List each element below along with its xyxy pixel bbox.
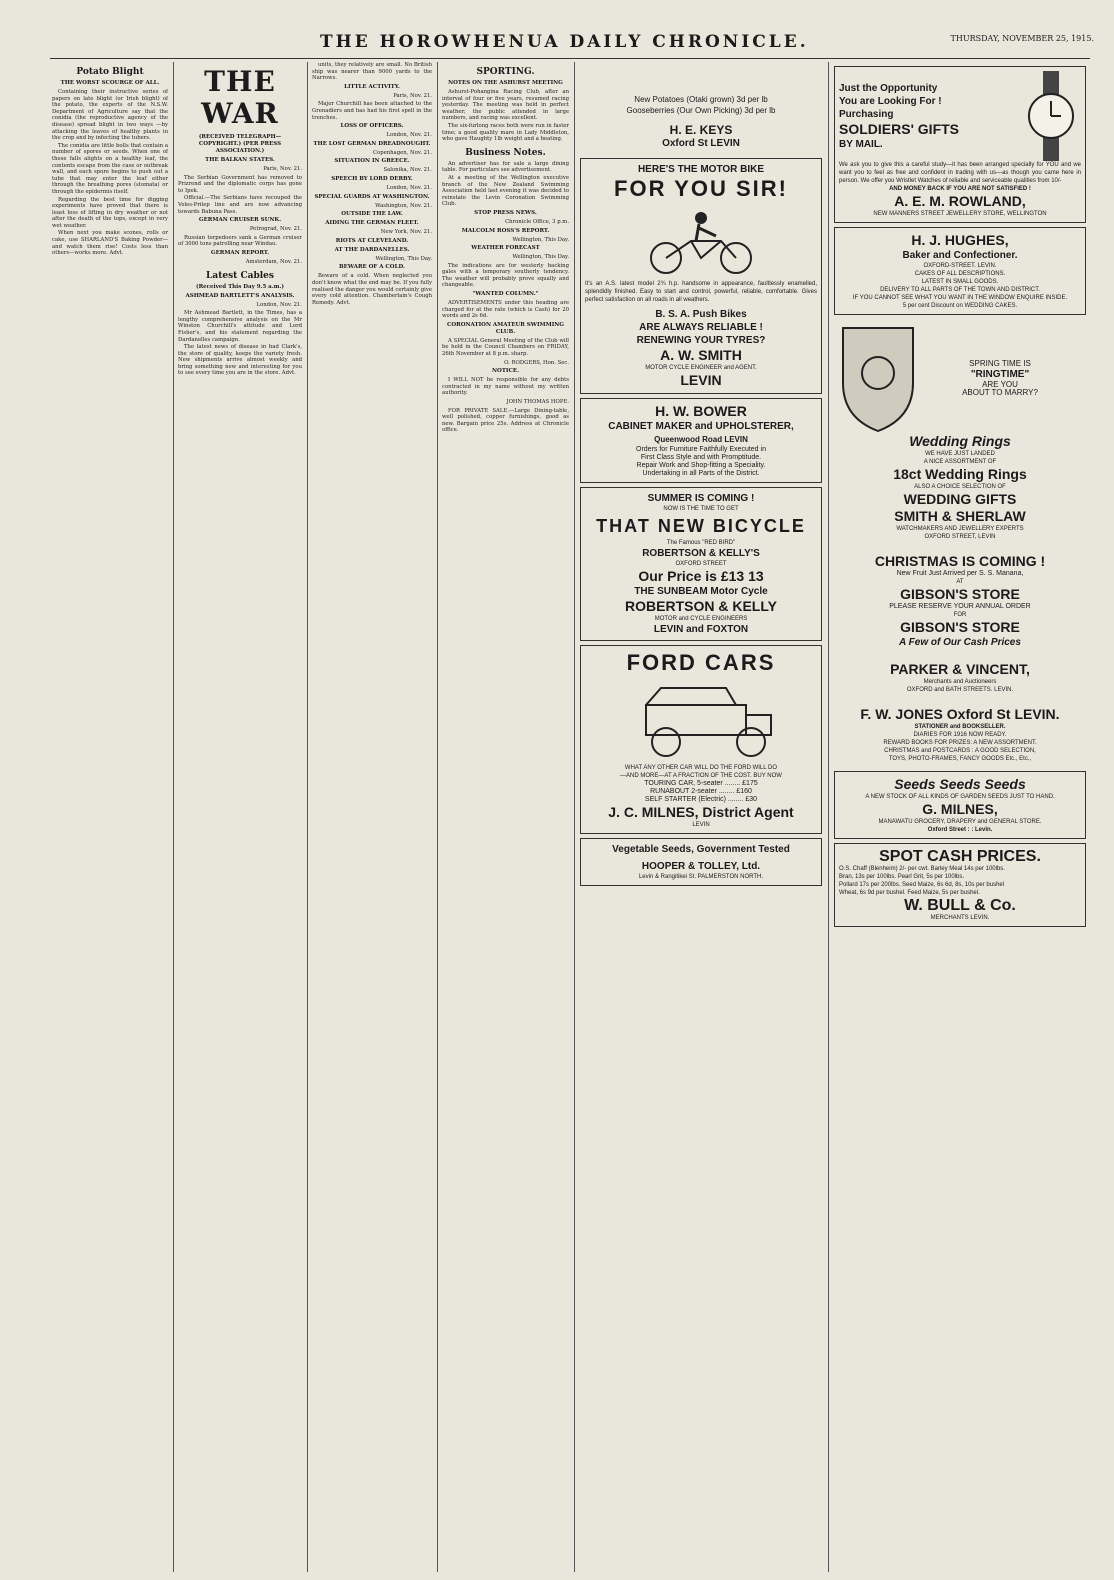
ad-line: WE HAVE JUST LANDED	[925, 451, 995, 457]
ad-price-line: O.S. Chaff (Blenheim) 2/- per cwt. Barley Meal 14s per 100lbs.	[839, 866, 1005, 872]
ad-line: SPRING TIME IS	[969, 358, 1031, 368]
classified-text: I WILL NOT be responsible for any debts contracted in my name without my written authority.	[442, 377, 569, 397]
ad-line: IF YOU CANNOT SEE WHAT YOU WANT IN THE WINDOW ENQUIRE INSIDE.	[852, 295, 1068, 301]
section-heading: MALCOLM ROSS'S REPORT.	[461, 227, 550, 234]
ad-headline: Seeds Seeds Seeds	[894, 776, 1026, 792]
classified-text: FOR PRIVATE SALE.—Large Dining-table, well polished, copper furnishings, good as new. Bargain price 25s. Address at Chronicle office.	[442, 407, 569, 434]
ad-business-name: J. C. MILNES, District Agent	[608, 804, 794, 820]
paragraph: The Serbian Government has removed to Prizrend and the diplomatic corps has gone to Ipek.	[178, 174, 302, 194]
ad-line: WATCHMAKERS AND JEWELLERY EXPERTS	[896, 526, 1024, 532]
ad-business-name: A. W. SMITH	[660, 347, 742, 363]
paragraph: Official.—The Serbians have recouped the Veles-Prilep line and are now advancing towards Babuna Pass.	[178, 195, 302, 215]
dateline: Paris, Nov. 21.	[393, 92, 432, 99]
soldiers-gifts-advertisement	[834, 66, 1086, 223]
ad-headline: WEDDING GIFTS	[903, 491, 1017, 507]
ad-line: MANAWATU GROCERY, DRAPERY and GENERAL STORE.	[878, 819, 1042, 825]
paragraph: The indications are for westerly backing gales with a temporary southerly tendency. The weather will probably prove squally and changeable.	[442, 262, 569, 289]
ad-line: LATEST IN SMALL GOODS.	[921, 279, 999, 285]
paragraph: Mr Ashmead Bartlett, in the Times, has a lengthy comprehensive analysis on the Mr Winston Churchill's attitude and Lord Fisher's, and his statement regarding the Dardanelles campaign.	[178, 310, 302, 343]
ad-business-name: H. W. BOWER	[655, 403, 747, 419]
ad-headline: FOR YOU SIR!	[614, 176, 788, 201]
paragraph: units, they relatively are small. No British ship was nearer than 9000 yards to the Narrows.	[312, 62, 432, 82]
ad-line: DELIVERY TO ALL PARTS OF THE TOWN AND DISTRICT.	[880, 287, 1040, 293]
column-divider	[173, 62, 174, 1572]
ad-price-line: Wheat, 6s 9d per bushel. Feed Maize, 5s per bushel.	[839, 890, 980, 896]
ad-headline: THE SUNBEAM Motor Cycle	[634, 586, 768, 597]
dateline: Copenhagen, Nov. 21.	[372, 149, 432, 156]
ad-address: Queenwood Road LEVIN	[654, 435, 748, 444]
signature: JOHN THOMAS HOPE.	[506, 399, 569, 405]
milnes-seeds-advertisement	[834, 771, 1086, 839]
signature: O. RODGERS, Hon. Sec.	[504, 359, 569, 366]
bower-advertisement	[580, 398, 822, 483]
ad-line: REWARD BOOKS FOR PRIZES: A NEW ASSORTMENT.	[883, 740, 1037, 746]
motor-bike-advertisement	[580, 158, 822, 394]
advertisement-text: Beware of a cold. When neglected you don't know what the end may be. If you fully realised the danger you would certainly give every cold attention. Chamberlain's Cough Remedy. Advt.	[312, 273, 432, 306]
ad-line: STATIONER and BOOKSELLER.	[914, 724, 1006, 730]
ad-line: FOR	[953, 612, 967, 618]
advertisement-text: When next you make scones, rolls or cake, use SHARLAND'S Baking Powder—and watch them rise! Costs less than others—works more. Advt.	[52, 230, 168, 257]
column-divider	[828, 62, 829, 1572]
ad-line: Repair Work and Shop-fitting a Speciality.	[636, 462, 766, 469]
ad-header-row	[839, 71, 1081, 161]
column-advertisements-right	[832, 62, 1088, 1572]
ad-line: MERCHANTS LEVIN.	[930, 915, 990, 921]
dateline: Salonika, Nov. 21.	[383, 167, 432, 174]
ad-line: WHAT ANY OTHER CAR WILL DO THE FORD WILL DO	[624, 765, 778, 771]
section-heading: OUTSIDE THE LAW.	[341, 211, 403, 218]
ad-line: AND MONEY BACK IF YOU ARE NOT SATISFIED !	[889, 186, 1031, 192]
ad-line: TOYS, PHOTO-FRAMES, FANCY GOODS Etc., Etc.,	[888, 756, 1032, 762]
column-sporting	[442, 62, 569, 1572]
ad-copy: We ask you to give this a careful study—it has been arranged specially for YOU and we want you to feel as free and confident in trading with us—as though you came here in person. We offer you Wristlet Watches of reliable and serviceable qualities from 10/-	[839, 162, 1081, 184]
ad-headline: Just the Opportunity	[839, 82, 938, 94]
ad-line: New Potatoes (Otaki grown) 3d per lb	[634, 95, 768, 104]
ad-line: DIARIES FOR 1916 NOW READY.	[913, 732, 1007, 738]
ad-headline: SOLDIERS' GIFTS	[839, 120, 960, 137]
paragraph: Containing their instructive series of papers on late blight (or Irish blight) of the potato, the experts of the N.S.W. Department of Agriculture say that the conidia (the reproductive agency of the disease) spread blight in two ways —by attacking the leaves of healthy plants in the crop and by infecting the tubers.	[52, 89, 168, 142]
ad-line: ABOUT TO MARRY?	[962, 387, 1038, 397]
dateline: Amsterdam, Nov. 21.	[245, 258, 302, 265]
ad-line: MOTOR CYCLE ENGINEER and AGENT.	[645, 365, 757, 371]
dateline: Washington, Nov. 21.	[375, 202, 432, 209]
ford-car-illustration	[616, 680, 786, 760]
ad-line: RENEWING YOUR TYRES?	[636, 335, 766, 346]
ad-header-text	[839, 82, 1021, 151]
section-heading: THE LOST GERMAN DREADNOUGHT.	[313, 140, 431, 147]
ad-headline: 18ct Wedding Rings	[893, 466, 1027, 482]
ad-price-line: RUNABOUT 2-seater ........ £160	[650, 788, 752, 795]
ad-address: OXFORD-STREET. LEVIN.	[923, 263, 997, 269]
keys-advertisement	[580, 90, 822, 154]
ad-line: —AND MORE—AT A FRACTION OF THE COST. BUY NOW	[620, 773, 782, 779]
ad-headline: CHRISTMAS IS COMING !	[874, 553, 1046, 569]
ad-address: Levin & Rangitikei St. PALMERSTON NORTH.	[638, 874, 764, 880]
article-subhead: NOTES ON THE ASHURST MEETING	[448, 80, 563, 86]
ad-line: New Fruit Just Arrived per S. S. Manana,	[896, 570, 1024, 577]
ad-line: MOTOR and CYCLE ENGINEERS	[654, 616, 748, 622]
ad-line: Baker and Confectioner.	[902, 250, 1018, 261]
ad-line: PLEASE RESERVE YOUR ANNUAL ORDER	[889, 603, 1031, 610]
ad-business-name: A. E. M. ROWLAND,	[894, 193, 1026, 209]
ad-line: A NEW STOCK OF ALL KINDS OF GARDEN SEEDS JUST TO HAND.	[865, 794, 1055, 800]
ad-address: OXFORD STREET	[675, 561, 727, 567]
section-heading: GERMAN REPORT.	[210, 249, 270, 256]
ad-headline: Vegetable Seeds, Government Tested	[612, 844, 790, 855]
classified-text: ADVERTISEMENTS under this heading are charged for at the rate (which is Cash) for 20 words and 2s 6d.	[442, 300, 569, 320]
ad-address: Oxford Street : : Levin.	[927, 827, 993, 833]
ad-line: First Class Style and with Promptitude.	[640, 454, 762, 461]
ad-copy: It's an A.S. latest model 2¾ h.p. handsome in appearance, faultlessly enamelled, splendidly finished. Easy to start and control, powerful, reliable, comfortable. Gives perfect satisfaction on all roads in all weathers.	[585, 281, 817, 303]
column-advertisements-centre	[578, 62, 824, 1572]
section-heading: CORONATION AMATEUR SWIMMING CLUB.	[446, 321, 564, 335]
ad-business-name: HOOPER & TOLLEY, Ltd.	[641, 861, 761, 872]
section-heading: AIDING THE GERMAN FLEET.	[325, 220, 419, 227]
ad-line: CHRISTMAS and POSTCARDS : A GOOD SELECTION,	[884, 748, 1036, 754]
ad-business-name: ROBERTSON & KELLY	[625, 598, 777, 614]
ad-headline: Wedding Rings	[909, 433, 1011, 449]
dateline: Petrograd, Nov. 21.	[249, 226, 302, 233]
paragraph: Russian torpedoers sank a German cruiser of 3000 tons patrolling near Windau.	[178, 234, 302, 248]
section-heading: AT THE DARDANELLES.	[334, 246, 410, 253]
section-heading: BEWARE OF A COLD.	[339, 264, 405, 271]
paragraph: The six-furlong races both were run in faster time; a good quality mare in Lady Middleton, who gave Haughty 1lb weight and a beating.	[442, 122, 569, 143]
ad-line: AT	[956, 579, 964, 585]
ad-business-name: GIBSON'S STORE	[900, 619, 1020, 635]
dateline: New York, Nov. 21.	[380, 229, 432, 236]
ad-line: LEVIN and FOXTON	[653, 624, 749, 635]
ad-business-name: W. BULL & Co.	[904, 897, 1016, 914]
war-banner: THE WAR	[201, 65, 279, 130]
ford-advertisement	[580, 645, 822, 834]
ad-header-text	[918, 360, 1082, 397]
section-heading: SPEECH BY LORD DERBY.	[331, 175, 413, 182]
paragraph: An advertiser has for sale a large dining table. For particulars see advertisement.	[442, 160, 569, 174]
section-heading: WEATHER FORECAST	[471, 245, 540, 252]
ad-price: Our Price is £13 13	[638, 568, 764, 584]
ad-line: NOW IS THE TIME TO GET	[663, 506, 739, 512]
section-heading: SITUATION IN GREECE.	[334, 158, 410, 165]
dateline: London, Nov. 21.	[386, 132, 432, 139]
parker-vincent-advertisement	[834, 657, 1086, 698]
hughes-advertisement	[834, 227, 1086, 315]
dateline: Wellington, This Day.	[375, 255, 432, 262]
article-subhead: THE WORST SCOURGE OF ALL.	[60, 80, 160, 86]
ad-headline: Purchasing	[839, 108, 894, 120]
ad-line: ALSO A CHOICE SELECTION OF	[914, 484, 1006, 490]
section-heading: "WANTED COLUMN."	[472, 291, 539, 298]
ad-line: A NICE ASSORTMENT OF	[923, 459, 997, 465]
wedding-rings-advertisement	[834, 319, 1086, 545]
paragraph: Regarding the best time for digging experiments have proved that there is least loss of lifting in dry weather or not after the death of the tops, except in very wet weather.	[52, 196, 168, 229]
masthead-rule	[50, 58, 1090, 59]
advertisement-text: The latest news of disease in bad Clark's, the store of quality, keeps the variety fresh. New shipments arrive almost weekly and bring something new and interesting for you to see every time you are in the store. Advt.	[178, 344, 302, 377]
ad-address: Oxford St LEVIN	[662, 138, 740, 149]
column-war-continued	[312, 62, 432, 1572]
ad-price-line: SELF STARTER (Electric) ........ £30	[644, 796, 758, 803]
classified-text: A SPECIAL General Meeting of the Club will be held in the Council Chambers on FRIDAY, 26th November at 8 p.m. sharp.	[442, 337, 569, 358]
ad-line: 5 per cent Discount on WEDDING CAKES.	[902, 303, 1018, 309]
ad-business-name: SMITH & SHERLAW	[894, 508, 1026, 524]
newspaper-title: THE HOROWHENUA DAILY CHRONICLE.	[320, 32, 809, 52]
shield-illustration	[838, 323, 918, 433]
column-the-war	[178, 62, 302, 1572]
ad-line: CABINET MAKER and UPHOLSTERER,	[608, 421, 794, 432]
ad-line: B. S. A. Push Bikes	[655, 309, 747, 320]
ad-headline: SUMMER IS COMING !	[647, 493, 755, 504]
ad-line: CAKES OF ALL DESCRIPTIONS.	[914, 271, 1006, 277]
ad-headline: A Few of Our Cash Prices	[899, 637, 1021, 648]
ad-line: The Famous "RED BIRD"	[666, 540, 736, 546]
issue-date: THURSDAY, NOVEMBER 25, 1915.	[950, 34, 1094, 43]
ad-business-name: H. J. HUGHES,	[911, 232, 1009, 248]
column-divider	[307, 62, 308, 1572]
paragraph: The conidia are little bolls that contain a number of spores or seeds. When one of these falls alights on a healthy leaf, the contents escape from the case or outbreak wall, and each spore begins to push out a tube that may enter the leaf either through the breathing pores (stomata) or through the epidermis itself.	[52, 142, 168, 195]
ad-headline: BY MAIL.	[839, 138, 883, 150]
dateline: Paris, Nov. 21.	[263, 166, 302, 172]
ad-headline: "RINGTIME"	[970, 368, 1030, 380]
wristwatch-icon	[1021, 71, 1081, 161]
bicycle-advertisement	[580, 487, 822, 641]
dateline: London, Nov. 21.	[386, 184, 432, 191]
ad-business-name: PARKER & VINCENT,	[890, 661, 1030, 677]
ad-town: LEVIN	[680, 372, 722, 388]
paragraph: Ashurst-Pohangina Racing Club, after an interval of four or five years, resumed racing yesterday. The meeting was held in perfect weather; the public attended in large numbers, and racing was excellent.	[442, 89, 569, 122]
section-heading: STOP PRESS NEWS.	[474, 209, 537, 216]
spot-cash-prices-advertisement	[834, 843, 1086, 927]
ad-line: Orders for Furniture Faithfully Executed in	[636, 446, 766, 453]
ad-line: Undertaking in all Parts of the District.	[642, 470, 760, 477]
section-heading: ASHMEAD BARTLETT'S ANALYSIS.	[185, 292, 295, 299]
article-headline: Potato Blight	[76, 67, 144, 77]
column-divider	[574, 62, 575, 1572]
dateline: Wellington, This Day.	[512, 236, 569, 243]
ad-headline: THAT NEW BICYCLE	[596, 516, 806, 536]
ad-business-name: G. MILNES,	[922, 801, 998, 817]
ad-business-name: ROBERTSON & KELLY'S	[642, 548, 760, 559]
ad-price-line: Bran, 13s per 100lbs. Pearl Grit, 5s per 100lbs.	[839, 874, 965, 880]
ad-line: Gooseberries (Our Own Picking) 3d per lb	[626, 106, 776, 115]
ad-business-name: H. E. KEYS	[669, 123, 733, 137]
gibsons-store-advertisement	[834, 549, 1086, 653]
latest-cables-heading: Latest Cables	[206, 270, 274, 281]
ad-headline: FORD CARS	[626, 650, 776, 675]
seeds-advertisement	[580, 838, 822, 886]
ad-headline: You are Looking For !	[839, 95, 942, 107]
section-heading: LOSS OF OFFICERS.	[340, 123, 404, 130]
column-divider	[437, 62, 438, 1572]
ad-price-line: TOURING CAR, 5-seater ........ £175	[644, 780, 758, 787]
motorcyclist-illustration	[641, 206, 761, 276]
section-heading: GERMAN CRUISER SUNK.	[198, 217, 282, 224]
ad-headline: HERE'S THE MOTOR BIKE	[637, 164, 765, 175]
section-heading: THE BALKAN STATES.	[205, 157, 275, 163]
ad-address: NEW MANNERS STREET JEWELLERY STORE, WELLINGTON	[873, 211, 1047, 217]
ad-address: OXFORD and BATH STREETS. LEVIN.	[906, 687, 1014, 693]
section-heading: NOTICE.	[492, 368, 519, 375]
dateline: London, Nov. 21.	[256, 301, 302, 308]
ad-line: Merchants and Auctioneers	[923, 679, 997, 685]
masthead	[0, 30, 1114, 60]
paragraph: Major Churchill has been attached to the Grenadiers and has had his first spell in the trenches.	[312, 101, 432, 121]
ad-address: OXFORD STREET, LEVIN	[924, 534, 996, 540]
section-heading: SPECIAL GUARDS AT WASHINGTON.	[314, 193, 430, 200]
ad-price-line: Pollard 17s per 200lbs. Seed Maize, 6s 6d, 8s, 10s per bushel	[839, 882, 1005, 888]
ad-line: ARE YOU	[982, 379, 1018, 389]
paragraph: At a meeting of the Wellington executive branch of the New Zealand Swimming Association held last evening it was decided to reinstate the Levin Coronation Swimming Club.	[442, 174, 569, 208]
jones-stationer-advertisement	[834, 702, 1086, 767]
received-note: (Received This Day 9.5 a.m.)	[196, 283, 284, 290]
business-notes-heading: Business Notes.	[465, 147, 546, 158]
dateline: Chronicle Office, 3 p.m.	[505, 218, 569, 225]
article-headline: SPORTING.	[476, 67, 535, 77]
ad-business-name: GIBSON'S STORE	[900, 586, 1020, 602]
ad-header-row	[838, 323, 1082, 433]
column-potato-blight	[52, 62, 168, 1572]
ad-town: LEVIN	[692, 822, 710, 828]
ad-business-name: F. W. JONES Oxford St LEVIN.	[860, 706, 1060, 722]
dateline: Wellington, This Day.	[512, 254, 569, 261]
section-heading: RIOTS AT CLEVELAND.	[335, 237, 409, 244]
section-heading: LITTLE ACTIVITY.	[344, 83, 400, 90]
ad-headline: SPOT CASH PRICES.	[879, 848, 1041, 865]
ad-line: ARE ALWAYS RELIABLE !	[639, 322, 763, 333]
cable-credit: (RECEIVED TELEGRAPH—COPYRIGHT.) (PER PRESS ASSOCIATION.)	[198, 134, 282, 154]
